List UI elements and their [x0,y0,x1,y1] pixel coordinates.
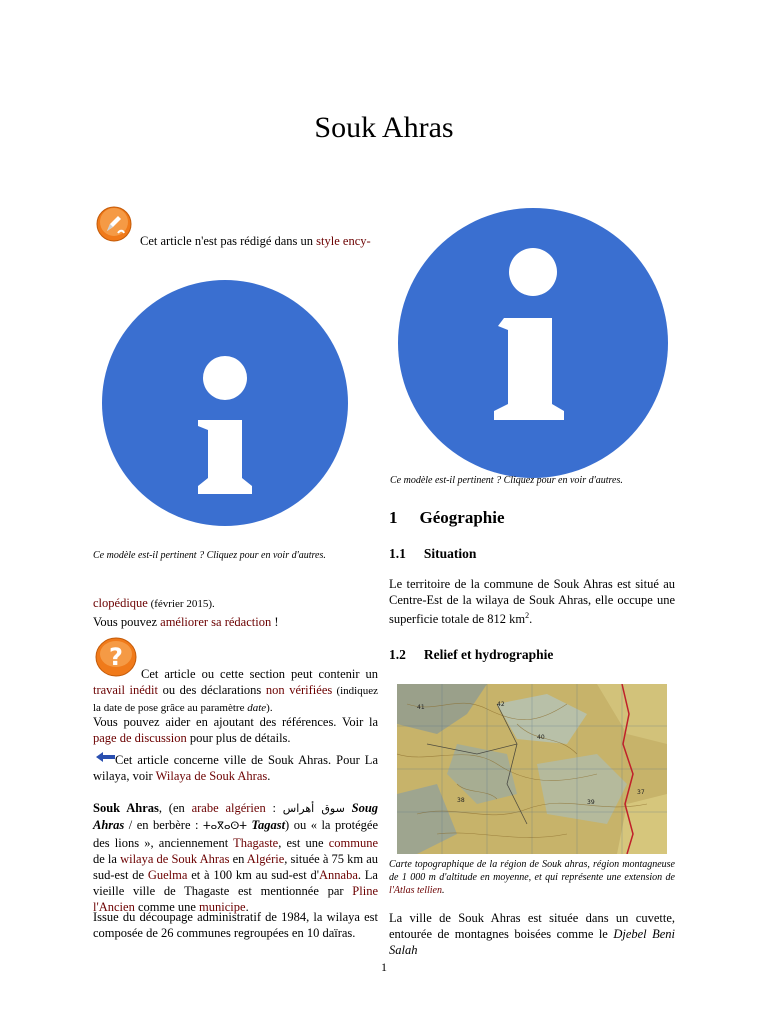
intro-t5: , est une [278,836,329,850]
info-caption-right: Ce modèle est-il pertinent ? Cliquez pour en voir d'autres. [390,475,623,486]
style-banner-line1 [140,233,380,249]
improve-link[interactable]: améliorer sa rédaction [160,615,272,629]
svg-text:37: 37 [637,789,645,796]
arabic-name: سوق أهراس [282,802,345,815]
intro-t12: . [245,900,249,914]
improve-post: ! [271,615,279,629]
style-banner-pre: Cet article n'est pas rédigé dans un [140,234,317,248]
intro-t9: et à 100 km au sud-est d' [187,868,319,882]
sources-param: date [247,702,267,714]
style-banner-line2 [93,595,383,612]
section-1-title: Géographie [419,508,505,527]
svg-text:40: 40 [537,734,545,741]
section-1-1-heading [389,546,679,562]
non-verifiees-link[interactable]: non vérifiées [265,683,333,697]
situation-end: . [529,612,533,627]
intro-bold: Souk Ahras [93,801,159,815]
intro-t11: comme une [134,900,200,914]
section-1-1-title: Situation [423,546,477,561]
sources-banner [93,666,378,716]
situation-sup: 2 [525,611,530,620]
atlas-tellien-link[interactable]: l'Atlas tellien [389,885,442,896]
intro-t3: / en berbère : [124,818,203,832]
intro-t8: , située à 75 km au sud-est de [93,852,379,882]
intro-t2: : [265,801,283,815]
intro-t4: ) ou « la protégée des lions », anciennement [93,818,378,850]
page-title: Souk Ahras [314,111,454,144]
intro-t1: , (en [158,801,192,815]
intro-bold-italic: Soug Ahras [93,801,379,832]
section-1-1-num: 1.1 [389,546,406,561]
help-line [93,714,378,746]
relief-text: La ville de Souk Ahras est située dans un cuvette, entourée de montagnes boisées comme le [389,911,675,941]
help-post: pour plus de détails. [186,731,291,745]
wilaya-link[interactable]: Wilaya de Souk Ahras [155,769,268,783]
map-caption-end: . [441,885,445,896]
page-number: 1 [381,960,387,974]
pline-link[interactable]: Pline l'Ancien [93,884,378,914]
algerie-link[interactable]: Algérie [246,852,285,866]
sources-mid: ou des déclarations [157,683,266,697]
topographic-map[interactable] [397,684,667,854]
svg-text:39: 39 [587,799,595,806]
section-1-2-num: 1.2 [389,647,406,662]
pencil-icon [96,206,132,242]
sources-small-end: ). [266,702,273,714]
style-link[interactable]: style ency- [316,234,371,248]
improve-line [93,614,383,630]
info-icon-right[interactable] [398,208,668,478]
svg-text:42: 42 [497,701,505,708]
sources-pre: Cet article ou cette section peut contenir un [141,667,378,681]
info-icon-left[interactable] [102,280,348,526]
tifinagh-name: ⵜⴰⴳⴰⵙⵜ [202,821,247,832]
info-caption-left: Ce modèle est-il pertinent ? Cliquez pour en voir d'autres. [93,550,326,561]
discussion-link[interactable]: page de discussion [93,731,187,745]
situation-paragraph [389,576,675,627]
berber-name: Tagast [246,818,286,832]
map-caption [389,858,675,897]
sources-small: (indiquez la date de pose grâce au paramètre [93,685,378,714]
svg-text:?: ? [109,643,123,671]
municipe-link[interactable]: municipe [199,900,246,914]
relief-italic: Djebel Beni Salah [389,927,675,957]
intro-t7: en [229,852,247,866]
intro-t6: de la [93,852,121,866]
section-1-num: 1 [389,508,398,527]
thagaste-link[interactable]: Thagaste [233,836,279,850]
decoupage-paragraph: Issue du découpage administratif de 1984, la wilaya est composée de 26 communes regroupées en 10 daïras. [93,910,378,940]
travail-inedit-link[interactable]: travail inédit [93,683,158,697]
intro-paragraph [93,800,378,915]
homonym-post: . [267,769,271,783]
svg-text:41: 41 [417,704,425,711]
svg-text:38: 38 [457,797,465,804]
section-1-2-title: Relief et hydrographie [423,647,554,662]
banner-date: (février 2015). [147,598,215,610]
section-1-2-heading [389,647,679,663]
homonym-line [93,752,378,784]
situation-text: Le territoire de la commune de Souk Ahras est situé au Centre-Est de la wilaya de Souk Ahras, elle occupe une superficie totale de 812 km [389,577,675,627]
help-pre: Vous pouvez aider en ajoutant des références. Voir la [93,715,378,729]
guelma-link[interactable]: Guelma [147,868,188,882]
relief-paragraph [389,910,675,958]
intro-t10: . La vieille ville de Thagaste est mentionnée par [93,868,378,898]
style-link-cont[interactable]: clopédique [93,596,148,610]
annaba-link[interactable]: Annaba [319,868,358,882]
section-1-heading [389,508,679,528]
arabe-link[interactable]: arabe algérien [191,801,266,815]
homonym-pre: Cet article concerne ville de Souk Ahras. Pour La wilaya, voir [93,753,378,783]
wilaya-souk-ahras-link[interactable]: wilaya de Souk Ahras [120,852,230,866]
map-caption-text: Carte topographique de la région de Souk ahras, région montagneuse de 1 000 m d'altitude en moyenne, et qui représente une extension de [389,859,675,883]
commune-link[interactable]: commune [328,836,378,850]
improve-pre: Vous pouvez [93,615,161,629]
